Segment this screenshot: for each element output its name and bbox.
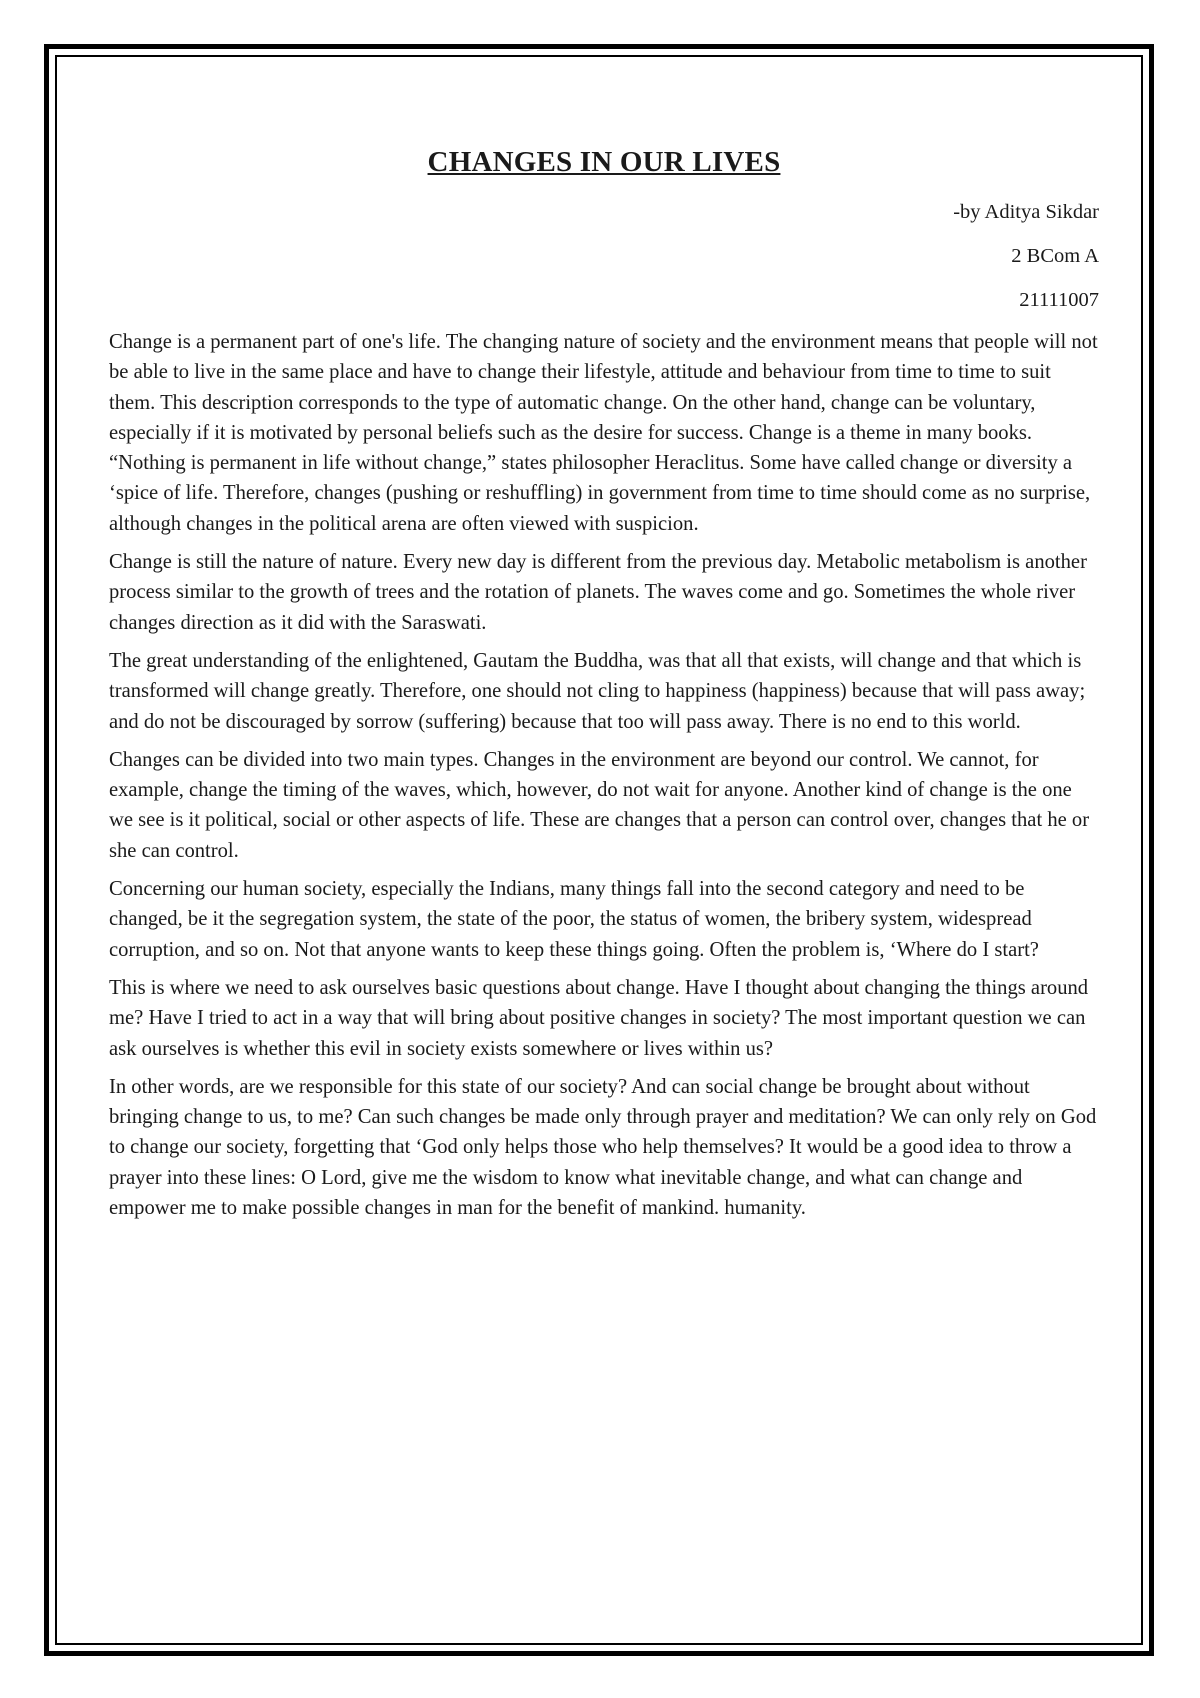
paragraph-7: In other words, are we responsible for this state of our society? And can social change be brought about without bringing change to us, to me? Can such changes be made only through prayer and meditation? We can only rely on God to change our society, forgetting that ‘God only helps those who help themselves? It would be a good idea to throw a prayer into these lines: O Lord, give me the wisdom to know what inevitable change, and what can change and empower me to make possible changes in man for the benefit of mankind. humanity. [109,1075,1097,1220]
class-line: 2 BCom A [1011,245,1099,267]
paragraph-2: Change is still the nature of nature. Every new day is different from the previous day. Metabolic metabolism is another process similar to the growth of trees and the rotation of planets. The waves come and go. Sometimes the whole river changes direction as it did with the Saraswati. [109,551,1087,634]
document-body [109,146,1099,1231]
roll-number-line: 21111007 [1019,289,1099,311]
paragraph-4: Changes can be divided into two main types. Changes in the environment are beyond our control. We cannot, for example, change the timing of the waves, which, however, do not wait for anyone. Another kind of change is the one we see is it political, social or other aspects of life. These are changes that a person can control over, changes that he or she can control. [109,748,1090,862]
paragraph-3: The great understanding of the enlightened, Gautam the Buddha, was that all that exists, will change and that which is transformed will change greatly. Therefore, one should not cling to happiness (happiness) because that will pass away; and do not be discouraged by sorrow (suffering) because that too will pass away. There is no end to this world. [109,649,1086,733]
paragraph-6: This is where we need to ask ourselves basic questions about change. Have I thought about changing the things around me? Have I tried to act in a way that will bring about positive changes in society? The most important question we can ask ourselves is whether this evil in society exists somewhere or lives within us? [109,976,1089,1060]
paragraph-1: Change is a permanent part of one's life. The changing nature of society and the environment means that people will not be able to live in the same place and have to change their lifestyle, attitude and behaviour from time to time to suit them. This description corresponds to the type of automatic change. On the other hand, change can be voluntary, especially if it is motivated by personal beliefs such as the desire for success. Change is a theme in many books. “Nothing is permanent in life without change,” states philosopher Heraclitus. Some have called change or diversity a ‘spice of life. Therefore, changes (pushing or reshuffling) in government from time to time should come as no surprise, although changes in the political arena are often viewed with suspicion. [109,331,1098,535]
paragraph-5: Concerning our human society, especially the Indians, many things fall into the second category and need to be changed, be it the segregation system, the state of the poor, the status of women, the bribery system, widespread corruption, and so on. Not that anyone wants to keep these things going. Often the problem is, ‘Where do I start? [109,878,1039,961]
document-title: CHANGES IN OUR LIVES [427,146,781,178]
author-line: -by Aditya Sikdar [953,201,1099,223]
